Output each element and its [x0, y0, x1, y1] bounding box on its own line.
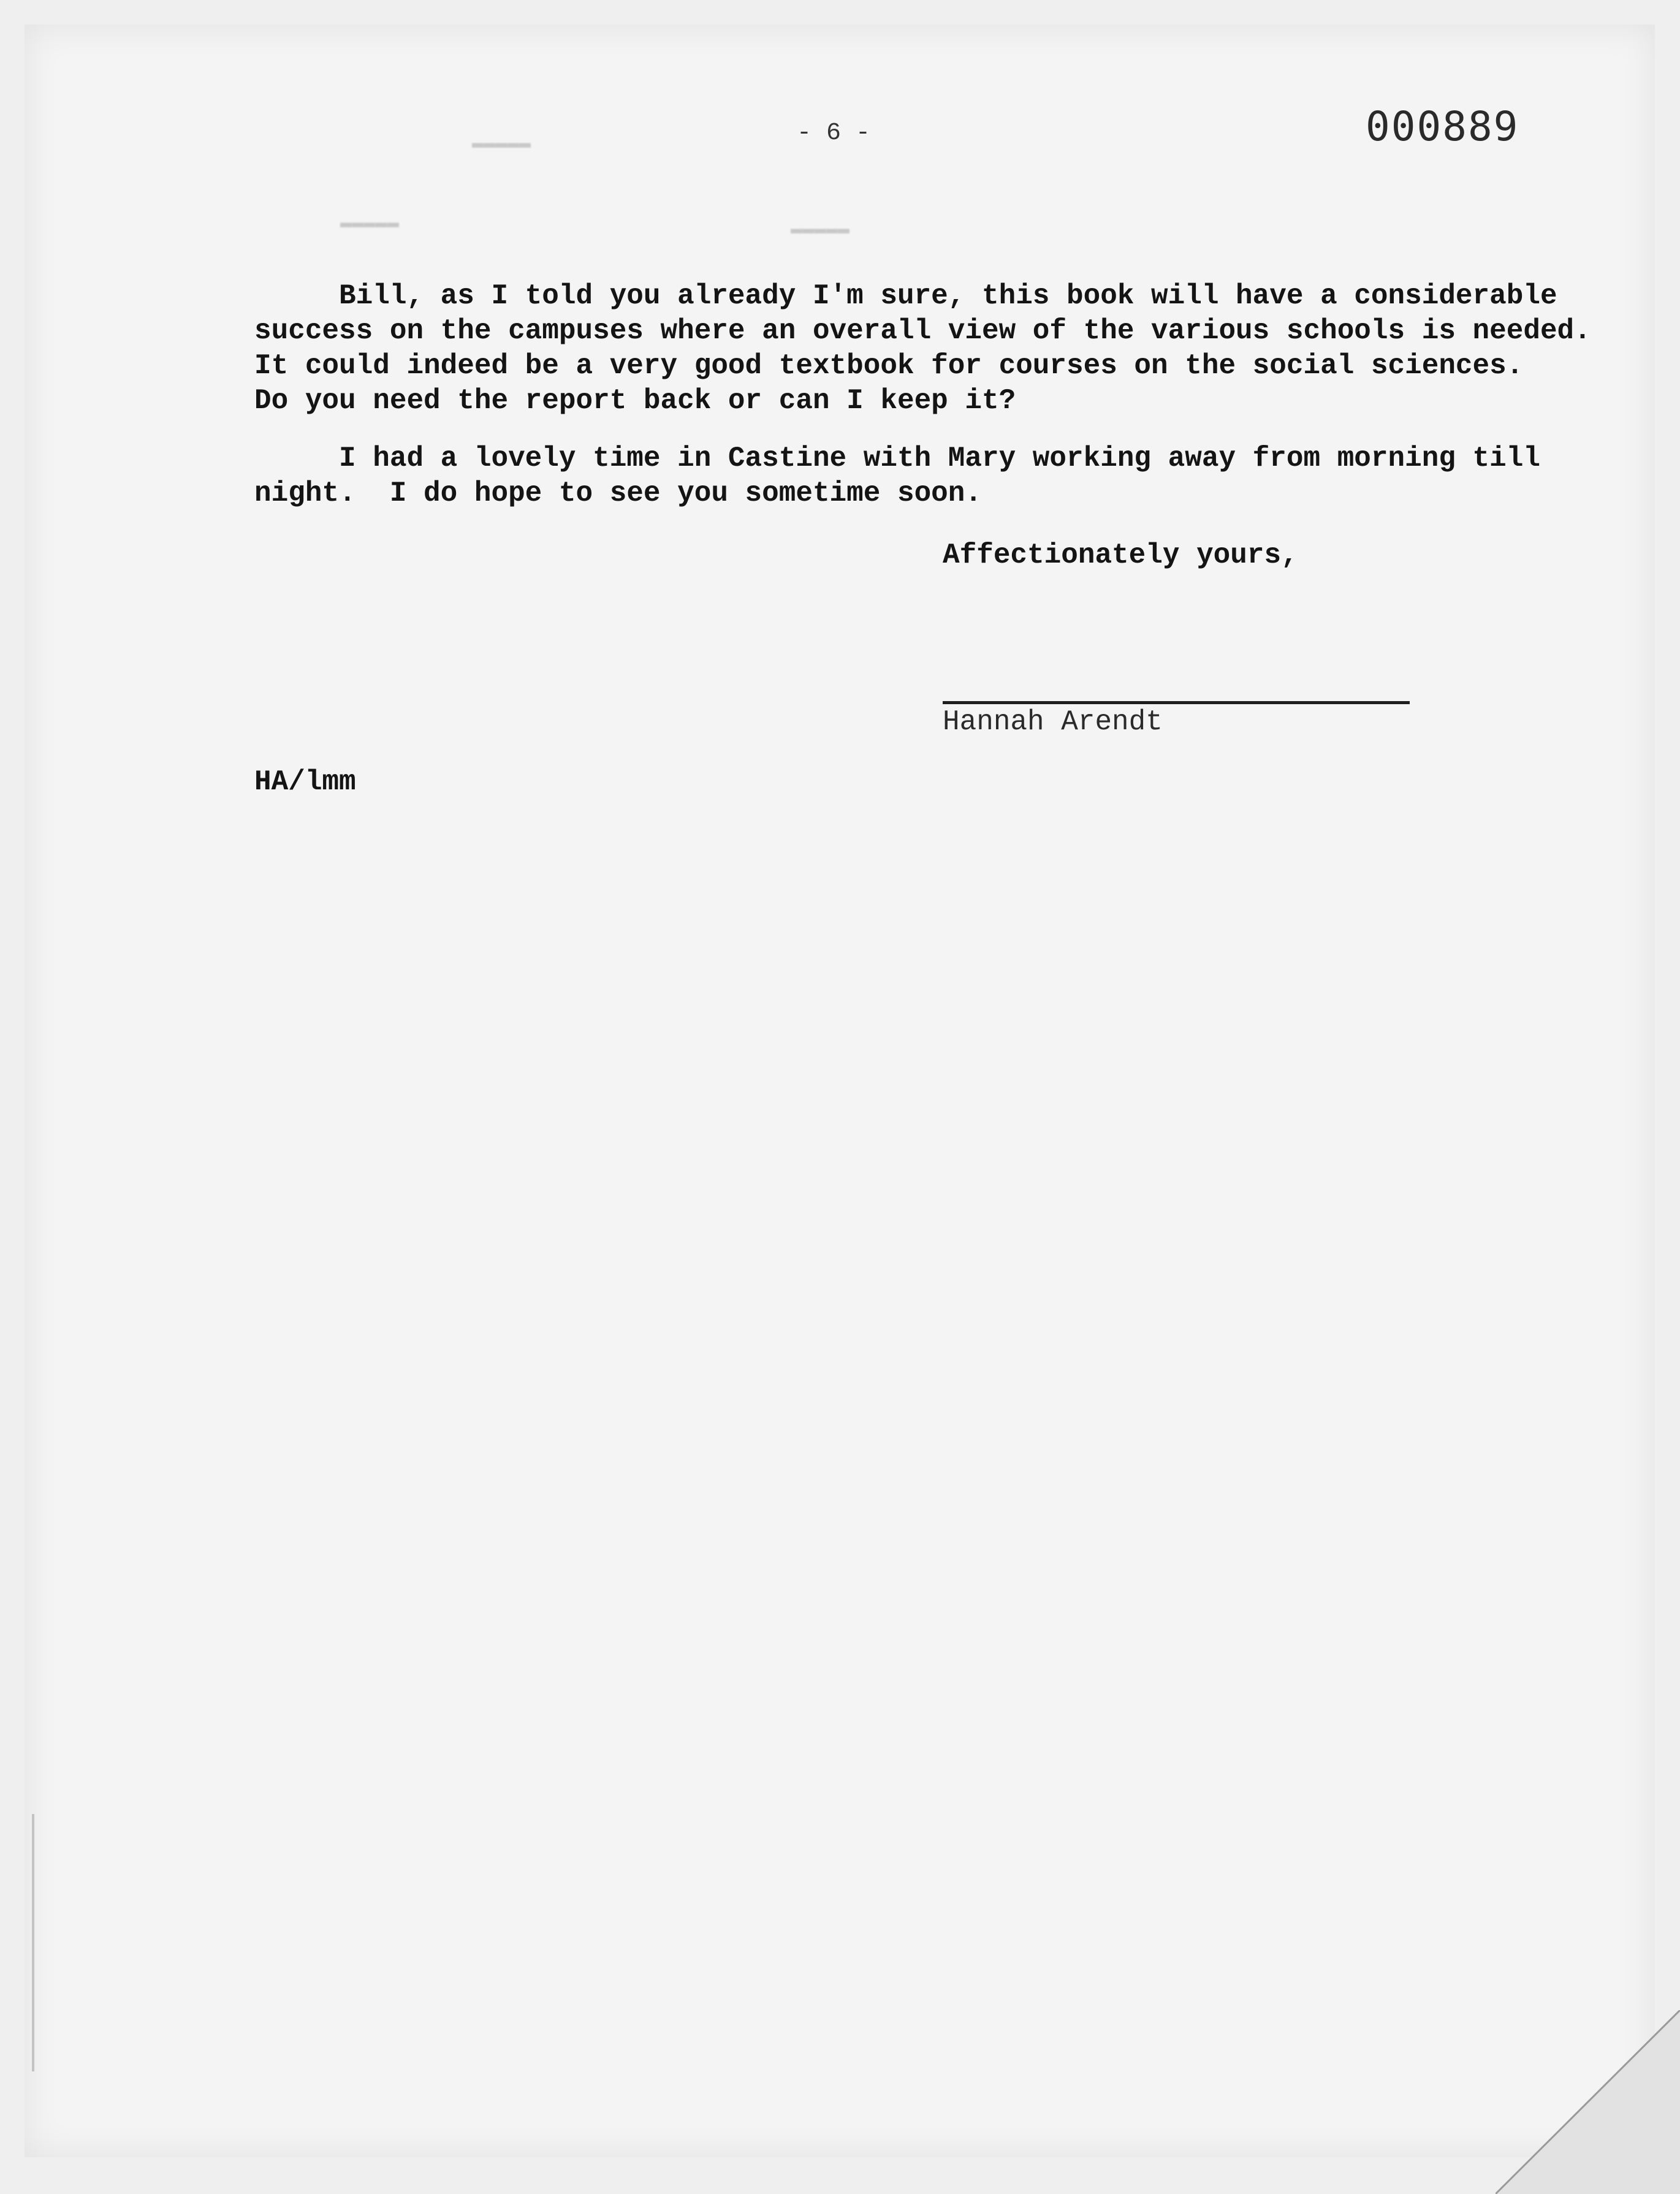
paragraph-2-line-2: night. I do hope to see you sometime soon. [254, 477, 982, 509]
signature-line [943, 701, 1410, 704]
paragraph-1-line-4: Do you need the report back or can I keep it? [254, 385, 1016, 417]
paragraph-2-line-1: I had a lovely time in Castine with Mary working away from morning till [254, 442, 1540, 474]
document-number: 000889 [1366, 103, 1519, 150]
folded-corner-icon [1496, 2010, 1680, 2194]
signature-name: Hannah Arendt [943, 706, 1163, 738]
page-number: - 6 - [797, 120, 871, 147]
page-crease [32, 1814, 34, 2071]
paragraph-1-line-1: Bill, as I told you already I'm sure, this book will have a considerable [254, 280, 1557, 312]
paragraph-1-line-3: It could indeed be a very good textbook for courses on the social sciences. [254, 350, 1524, 382]
bleed-through-mark: ▬▬▬▬▬ [340, 211, 400, 234]
bleed-through-mark: ▬▬▬▬▬ [791, 218, 850, 240]
closing-salutation: Affectionately yours, [943, 539, 1298, 571]
paragraph-1-line-2: success on the campuses where an overall view of the various schools is needed. [254, 315, 1591, 347]
bleed-through-mark: ▬▬▬▬▬ [472, 132, 531, 154]
typist-initials: HA/lmm [254, 766, 356, 798]
